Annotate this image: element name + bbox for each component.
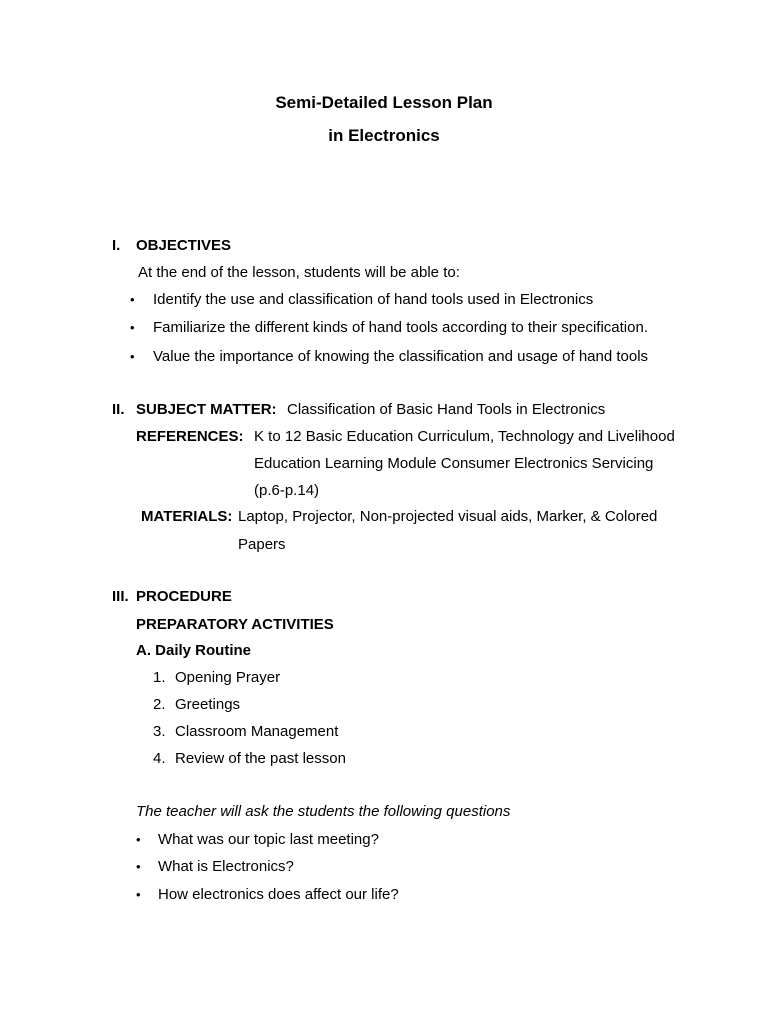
title-line-1: Semi-Detailed Lesson Plan [275,93,493,112]
routine-item-number: 1. [153,669,166,686]
routine-item-number: 3. [153,723,166,740]
objectives-numeral: I. [112,237,121,254]
bullet-icon: • [130,349,135,364]
references-line: Education Learning Module Consumer Electronics Servicing [254,455,654,472]
references-line: (p.6-p.14) [254,482,320,499]
routine-item: Greetings [175,696,241,713]
materials-label: MATERIALS: [141,508,233,525]
objective-item: Familiarize the different kinds of hand tools according to their specification. [153,319,648,336]
daily-routine-heading: A. Daily Routine [136,642,252,659]
preparatory-activities-heading: PREPARATORY ACTIVITIES [136,616,334,633]
title-line-2: in Electronics [328,126,440,145]
procedure-heading: PROCEDURE [136,588,232,605]
materials-line: Papers [238,536,286,553]
routine-item: Opening Prayer [175,669,281,686]
routine-item: Classroom Management [175,723,339,740]
bullet-icon: • [130,292,135,307]
question-item: What is Electronics? [158,858,294,875]
objectives-heading: OBJECTIVES [136,237,232,254]
bullet-icon: • [136,832,141,847]
question-item: What was our topic last meeting? [158,831,379,848]
bullet-icon: • [130,320,135,335]
objective-item: Identify the use and classification of hand tools used in Electronics [153,291,594,308]
question-item: How electronics does affect our life? [158,886,399,903]
objectives-intro: At the end of the lesson, students will be able to: [138,264,460,281]
routine-item-number: 2. [153,696,166,713]
bullet-icon: • [136,887,141,902]
references-line: K to 12 Basic Education Curriculum, Technology and Livelihood [254,428,675,445]
subject-matter-value: Classification of Basic Hand Tools in Electronics [287,401,606,418]
bullet-icon: • [136,859,141,874]
procedure-numeral: III. [112,588,129,605]
references-label: REFERENCES: [136,428,244,445]
materials-line: Laptop, Projector, Non-projected visual aids, Marker, & Colored [238,508,658,525]
questions-intro: The teacher will ask the students the following questions [136,803,511,820]
subject-matter-numeral: II. [112,401,125,418]
objective-item: Value the importance of knowing the classification and usage of hand tools [153,348,649,365]
routine-item: Review of the past lesson [175,750,346,767]
subject-matter-label: SUBJECT MATTER: [136,401,277,418]
routine-item-number: 4. [153,750,166,767]
